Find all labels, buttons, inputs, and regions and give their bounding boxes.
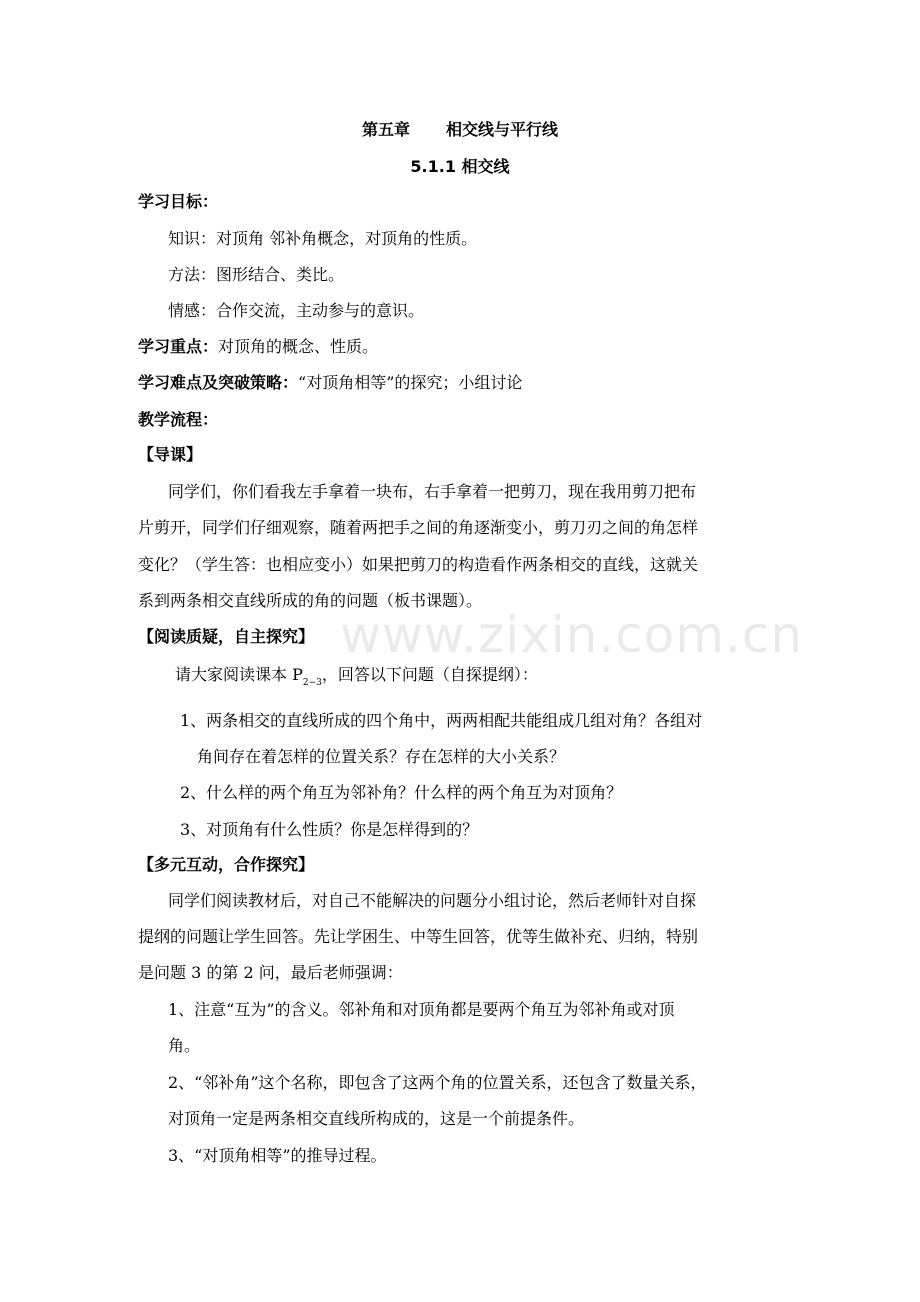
- reading-heading: 【阅读质疑，自主探究】: [138, 627, 315, 646]
- difficulty-label: 学习难点及突破策略：: [138, 373, 299, 392]
- intro-line: 变化？（学生答：也相应变小）如果把剪刀的构造看作两条相交的直线，这就关: [138, 555, 699, 574]
- key-point-label: 学习重点：: [138, 337, 219, 356]
- question-1: 1、两条相交的直线所成的四个角中，两两相配共能组成几组对角？各组对: [180, 711, 703, 730]
- objective-knowledge: 知识：对顶角 邻补角概念，对顶角的性质。: [168, 229, 478, 248]
- section-title: 5.1.1 相交线: [410, 157, 510, 176]
- question-2: 2、什么样的两个角互为邻补角？什么样的两个角互为对顶角？: [180, 783, 623, 802]
- interaction-line: 提纲的问题让学生回答。先让学困生、中等生回答，优等生做补充、归纳，特别: [138, 927, 699, 946]
- intro-line: 片剪开，同学们仔细观察，随着两把手之间的角逐渐变小，剪刀刃之间的角怎样: [138, 518, 699, 537]
- interaction-line: 同学们阅读教材后，对自己不能解决的问题分小组讨论，然后老师针对自探: [168, 891, 697, 910]
- difficulty: [138, 371, 522, 395]
- objectives-heading: 学习目标：: [138, 192, 219, 211]
- emphasis-point-2-continued: 对顶角一定是两条相交直线所构成的，这是一个前提条件。: [168, 1109, 585, 1128]
- process-heading: 教学流程：: [138, 410, 219, 429]
- emphasis-point-3: 3、“对顶角相等”的推导过程。: [168, 1146, 387, 1165]
- question-1-continued: 角间存在着怎样的位置关系？存在怎样的大小关系？: [197, 747, 566, 766]
- emphasis-point-2: 2、“邻补角”这个名称，即包含了这两个角的位置关系，还包含了数量关系，: [168, 1073, 707, 1092]
- question-3: 3、对顶角有什么性质？你是怎样得到的？: [180, 820, 479, 839]
- interaction-line: 是问题 3 的第 2 问，最后老师强调：: [138, 963, 403, 982]
- objective-emotion: 情感：合作交流，主动参与的意识。: [168, 301, 425, 320]
- reading-prompt-end: ，回答以下问题（自探提纲）：: [321, 665, 538, 684]
- chapter-number: 第五章: [361, 120, 410, 139]
- page-range-subscript: 2−3: [302, 678, 322, 688]
- intro-line: 系到两条相交直线所成的角的问题（板书课题）。: [138, 591, 483, 610]
- emphasis-point-1: 1、注意“互为”的含义。邻补角和对顶角都是要两个角互为邻补角或对顶: [168, 1000, 675, 1019]
- chapter-title: [0, 118, 920, 142]
- intro-line: 同学们，你们看我左手拿着一块布，右手拿着一把剪刀，现在我用剪刀把布: [168, 482, 697, 501]
- chapter-name: 相交线与平行线: [446, 120, 559, 139]
- key-point: [138, 335, 378, 359]
- objective-method: 方法：图形结合、类比。: [168, 265, 345, 284]
- intro-heading: 【导课】: [138, 445, 203, 464]
- key-point-text: 对顶角的概念、性质。: [218, 337, 379, 356]
- emphasis-point-1-continued: 角。: [168, 1036, 201, 1055]
- reading-prompt-start: 请大家阅读课本 P: [175, 665, 303, 684]
- difficulty-text: “对顶角相等”的探究；小组讨论: [298, 373, 523, 392]
- reading-prompt: [175, 663, 538, 695]
- interaction-heading: 【多元互动，合作探究】: [138, 855, 315, 874]
- watermark: www.zixin.com.cn: [340, 606, 804, 664]
